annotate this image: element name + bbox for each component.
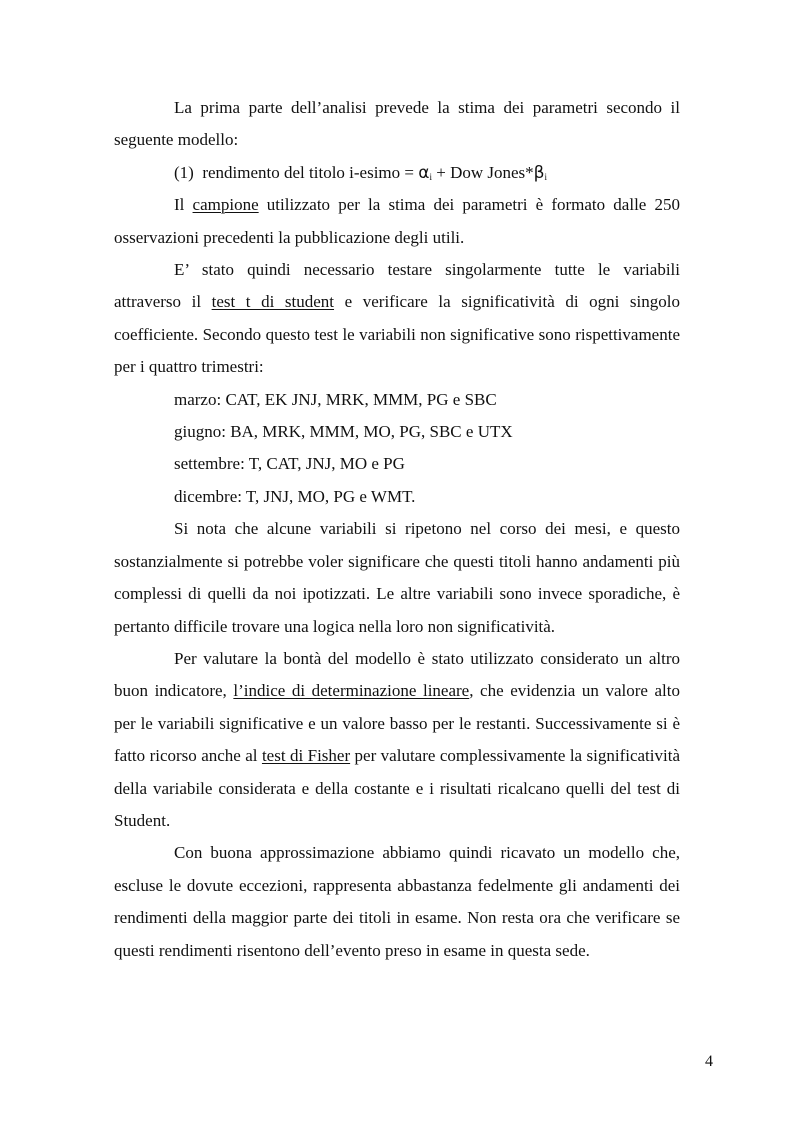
- formula-label: (1): [174, 162, 194, 182]
- ttest-text-before: E’ stato quindi necessario testare singolarmente tutte le variabili attraverso il: [114, 260, 680, 312]
- campione-link[interactable]: campione: [192, 195, 259, 215]
- ttest-text-after: e verificare la significatività di ogni singolo coefficiente. Secondo questo test le variabili non significative sono rispettivamente per i quattro trimestri:: [114, 292, 680, 377]
- ttest-paragraph: [114, 254, 680, 384]
- sample-text-after: utilizzato per la stima dei parametri è formato dalle 250 osservazioni precedenti la pubblicazione degli utili.: [114, 195, 680, 247]
- quality-text-after: per valutare complessivamente la significatività della variabile considerata e della costante e i risultati ricalcano quelli del test di Student.: [114, 746, 680, 830]
- model-quality-paragraph: [114, 643, 680, 837]
- variables-paragraph: Si nota che alcune variabili si ripetono nel corso dei mesi, e questo sostanzialmente si potrebbe voler significare che questi titoli hanno andamenti più complessi di quelli da noi ipotizzati. Le altre variabili sono invece sporadiche, è pertanto difficile trovare una logica nella loro non significatività.: [114, 519, 680, 636]
- document-body: [114, 92, 680, 967]
- page-number: 4: [705, 1053, 713, 1070]
- formula-lhs: rendimento del titolo i-esimo =: [202, 162, 419, 182]
- determination-index-link[interactable]: l’indice di determinazione lineare: [233, 681, 470, 701]
- ttest-link[interactable]: test t di student: [211, 292, 335, 312]
- formula-middle: + Dow Jones*: [431, 162, 534, 182]
- beta-symbol: β: [533, 162, 545, 183]
- quarter-line-march: marzo: CAT, EK JNJ, MRK, MMM, PG e SBC: [174, 389, 497, 409]
- beta-subscript: i: [544, 171, 548, 182]
- quarter-line-december: dicembre: T, JNJ, MO, PG e WMT.: [174, 486, 416, 506]
- fisher-test-link[interactable]: test di Fisher: [261, 746, 351, 766]
- conclusion-paragraph: Con buona approssimazione abbiamo quindi ricavato un modello che, escluse le dovute eccezioni, rappresenta abbastanza fedelmente gli andamenti dei rendimenti della maggior parte dei titoli in esame. Non resta ora che verificare se questi rendimenti risentono dell’evento preso in esame in questa sede.: [114, 843, 680, 960]
- sample-text-before: Il: [174, 195, 193, 215]
- quarter-line-june: giugno: BA, MRK, MMM, MO, PG, SBC e UTX: [174, 422, 513, 442]
- model-formula: [114, 157, 680, 189]
- sample-paragraph: [114, 189, 680, 254]
- alpha-subscript: i: [429, 171, 432, 182]
- quality-text-before: Per valutare la bontà del modello è stato utilizzato considerato un altro buon indicatore,: [114, 648, 680, 701]
- quarter-line-september: settembre: T, CAT, JNJ, MO e PG: [174, 454, 405, 474]
- intro-paragraph: La prima parte dell’analisi prevede la stima dei parametri secondo il seguente modello:: [114, 98, 680, 150]
- quality-text-middle: , che evidenzia un valore alto per le variabili significative e un valore basso per le restanti. Successivamente si è fatto ricorso anche al: [114, 681, 681, 766]
- alpha-symbol: α: [418, 162, 430, 183]
